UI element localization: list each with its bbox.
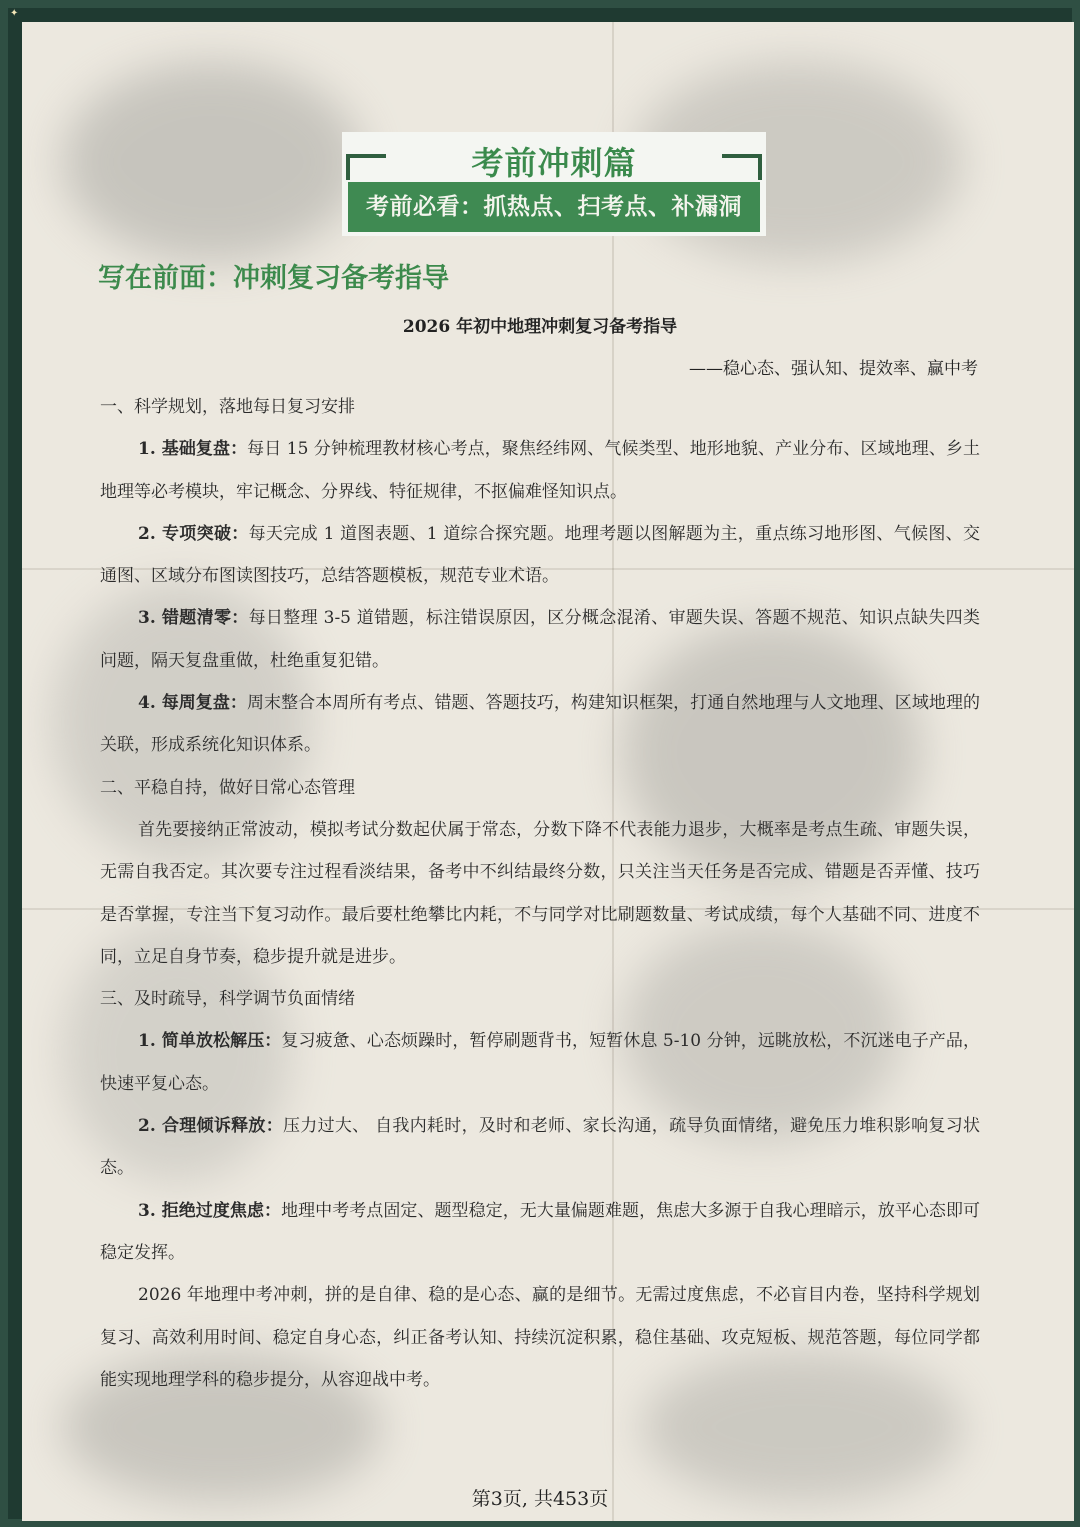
section-heading-2: 二、平稳自持，做好日常心态管理 — [100, 777, 355, 798]
section-heading-1: 一、科学规划，落地每日复习安排 — [100, 397, 355, 417]
item-label: 1. 简单放松解压： — [138, 1031, 282, 1052]
list-item — [100, 1105, 980, 1190]
banner-subtitle: 考前必看：抓热点、扫考点、补漏洞 — [348, 182, 760, 232]
header-banner — [342, 132, 766, 236]
item-label: 2. 合理倾诉释放： — [138, 1116, 283, 1137]
item-label: 3. 拒绝过度焦虑： — [138, 1200, 282, 1221]
document-body — [100, 386, 980, 1401]
list-item — [100, 428, 980, 513]
list-item — [100, 682, 980, 767]
item-text: 地理中考考点固定、题型稳定，无大量偏题难题，焦虑大多源于自我心理暗示，放平心态即可稳定发挥。 — [100, 1200, 981, 1263]
banner-title: 考前冲刺篇 — [471, 144, 637, 182]
star-icon: ✦ — [10, 8, 19, 19]
section-heading: 写在前面：冲刺复习备考指导 — [98, 263, 449, 294]
item-text: 周末整合本周所有考点、错题、答题技巧，构建知识框架，打通自然地理与人文地理、区域地理的关联，形成系统化知识体系。 — [100, 693, 981, 756]
item-label: 4. 每周复盘： — [138, 693, 247, 714]
item-text: 复习疲惫、心态烦躁时，暂停刷题背书，短暂休息 5-10 分钟，远眺放松，不沉迷电子产品，快速平复心态。 — [100, 1031, 980, 1094]
ink-wash-decoration — [62, 62, 362, 262]
page-number: 第3页, 共453页 — [471, 1488, 609, 1510]
list-item — [100, 597, 980, 682]
document-title: 2026 年初中地理冲刺复习备考指导 — [402, 317, 678, 337]
list-item — [100, 513, 980, 598]
list-item — [100, 1020, 980, 1105]
item-text: 压力过大、 自我内耗时，及时和老师、家长沟通，疏导负面情绪，避免压力堆积影响复习状态。 — [100, 1116, 981, 1179]
section-heading-3: 三、及时疏导，科学调节负面情绪 — [100, 989, 355, 1010]
item-text: 每天完成 1 道图表题、1 道综合探究题。地理考题以图解题为主，重点练习地形图、气候图、交通图、区域分布图读图技巧，总结答题模板，规范专业术语。 — [100, 523, 980, 587]
item-text: 每日整理 3-5 道错题，标注错误原因，区分概念混淆、审题失误、答题不规范、知识点缺失四类问题，隔天复盘重做，杜绝重复犯错。 — [100, 608, 980, 671]
item-label: 2. 专项突破： — [138, 523, 249, 544]
item-label: 1. 基础复盘： — [138, 439, 248, 460]
item-text: 每日 15 分钟梳理教材核心考点，聚焦经纬网、气候类型、地形地貌、产业分布、区域地理、乡土地理等必考模块，牢记概念、分界线、特征规律，不抠偏难怪知识点。 — [100, 439, 980, 502]
item-label: 3. 错题清零： — [138, 608, 249, 629]
closing-paragraph: 2026 年地理中考冲刺，拼的是自律、稳的是心态、赢的是细节。无需过度焦虑，不必盲目内卷，坚持科学规划复习、高效利用时间、稳定自身心态，纠正备考认知、持续沉淀积累，稳住基础、攻克短板、规范答题，每位同学都能实现地理学科的稳步提分，从容迎战中考。 — [100, 1285, 980, 1390]
paragraph: 首先要接纳正常波动，模拟考试分数起伏属于常态，分数下降不代表能力退步，大概率是考点生疏、审题失误，无需自我否定。其次要专注过程看淡结果，备考中不纠结最终分数，只关注当天任务是否完成、错题是否弄懂、技巧是否掌握，专注当下复习动作。最后要杜绝攀比内耗，不与同学对比刷题数量、考试成绩，每个人基础不同、进度不同，立足自身节奏，稳步提升就是进步。 — [100, 819, 980, 967]
document-subtitle: ——稳心态、强认知、提效率、赢中考 — [689, 359, 978, 379]
list-item — [100, 1190, 980, 1275]
